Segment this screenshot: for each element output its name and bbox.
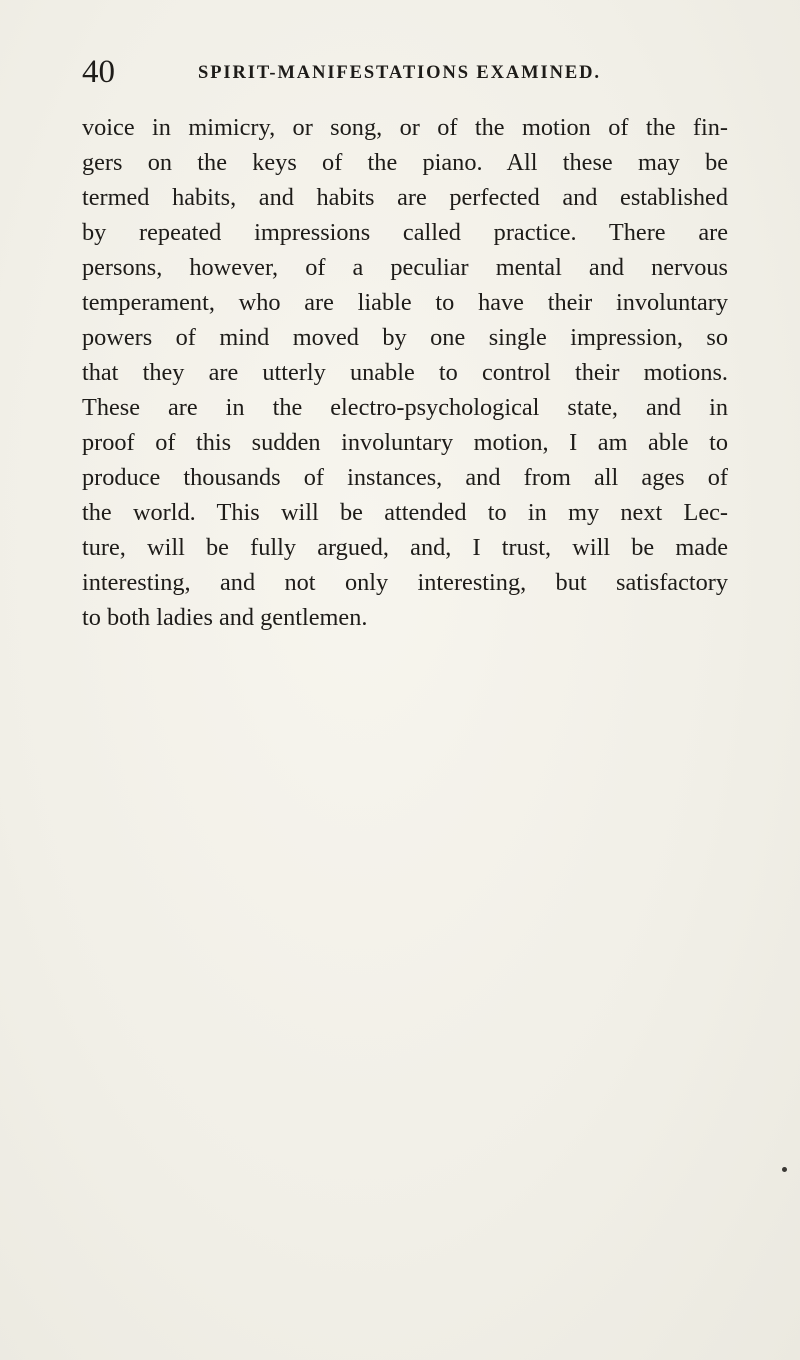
text-line: interesting, and not only interesting, but satisfactory <box>82 569 728 596</box>
text-line: the world. This will be attended to in my next Lec- <box>82 499 728 526</box>
text-line: gers on the keys of the piano. All these may be <box>82 149 728 176</box>
text-line: produce thousands of instances, and from all ages of <box>82 464 728 491</box>
text-line: termed habits, and habits are perfected and established <box>82 184 728 211</box>
text-line: proof of this sudden involuntary motion, I am able to <box>82 429 728 456</box>
text-line: ture, will be fully argued, and, I trust, will be made <box>82 534 728 561</box>
text-line: powers of mind moved by one single impression, so <box>82 324 728 351</box>
text-line: persons, however, of a peculiar mental and nervous <box>82 254 728 281</box>
text-line: These are in the electro-psychological state, and in <box>82 394 728 421</box>
text-line: by repeated impressions called practice. There are <box>82 219 728 246</box>
body-paragraph <box>82 110 728 635</box>
page-header <box>82 52 702 92</box>
text-line: that they are utterly unable to control their motions. <box>82 359 728 386</box>
text-line: voice in mimicry, or song, or of the motion of the fin- <box>82 114 728 141</box>
running-head: SPIRIT-MANIFESTATIONS EXAMINED. <box>198 63 601 83</box>
paper-speck <box>782 1167 787 1172</box>
text-line: to both ladies and gentlemen. <box>82 604 368 631</box>
text-line: temperament, who are liable to have their involuntary <box>82 289 728 316</box>
page-number: 40 <box>82 54 115 90</box>
